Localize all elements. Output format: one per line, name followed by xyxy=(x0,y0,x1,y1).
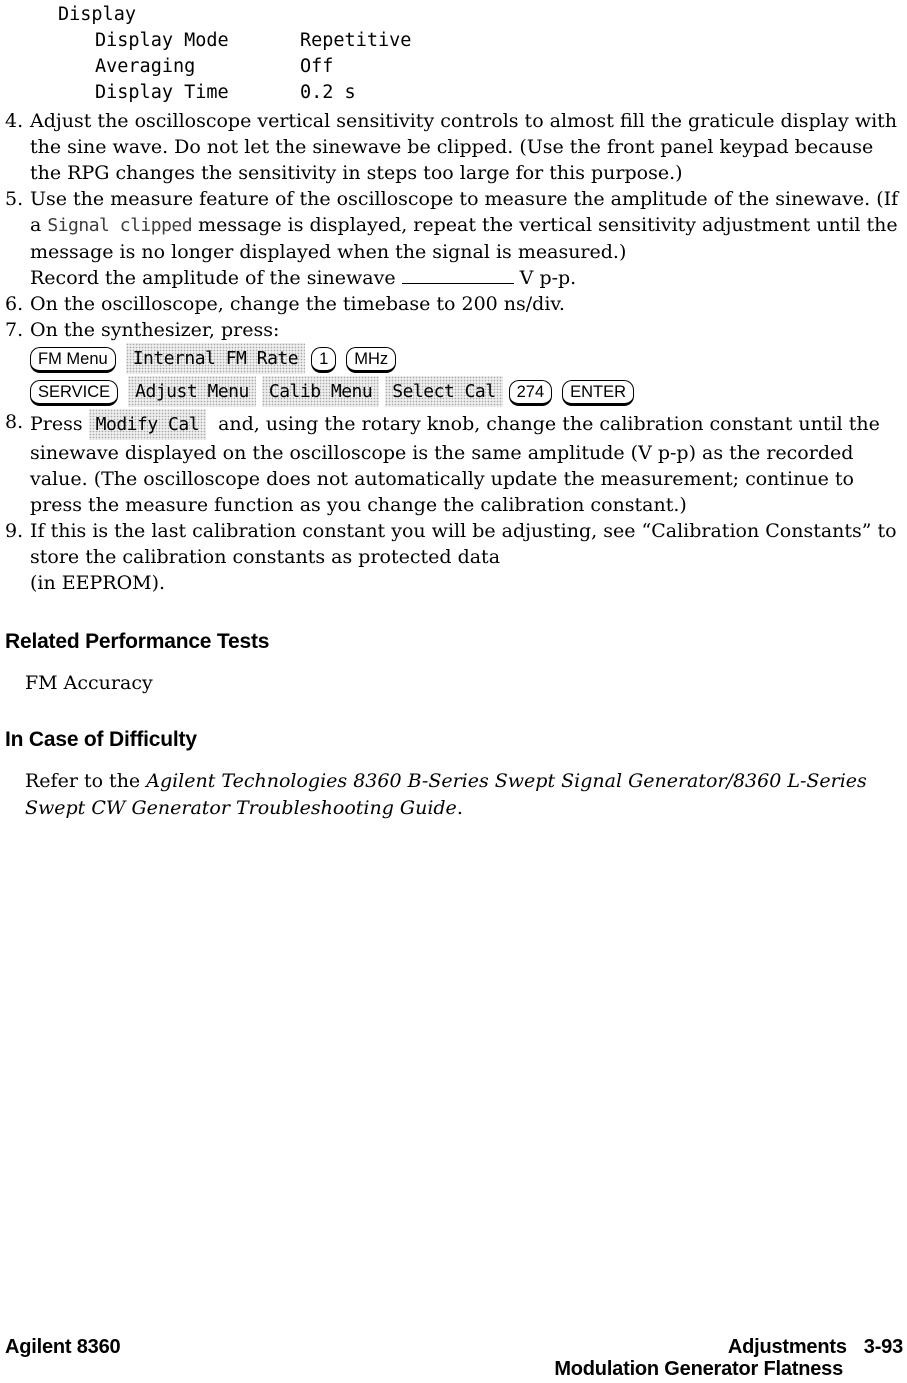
procedure-step xyxy=(5,409,903,518)
step-text: On the oscilloscope, change the timebase to 200 ns/div. xyxy=(30,293,565,315)
step-body xyxy=(30,317,903,409)
procedure-step xyxy=(5,317,903,409)
related-performance-test-item: FM Accuracy xyxy=(25,672,153,694)
front-panel-key: FM Menu xyxy=(30,347,116,373)
front-panel-key: SERVICE xyxy=(30,380,118,406)
difficulty-text-suffix: . xyxy=(456,797,463,819)
footer-page-number: 3-93 xyxy=(863,1336,903,1358)
softkey-label: Modify Cal xyxy=(89,409,206,440)
setting-line xyxy=(5,28,903,54)
procedure-step xyxy=(5,186,903,291)
front-panel-key: 274 xyxy=(509,380,553,406)
setting-label: Display Mode xyxy=(95,30,229,51)
difficulty-text-prefix: Refer to the xyxy=(25,770,147,792)
footer-chapter: Adjustments xyxy=(727,1336,847,1358)
step-number: 7. xyxy=(5,319,24,341)
procedure-step xyxy=(5,291,903,317)
step-text: Record the amplitude of the sinewave xyxy=(30,267,402,289)
difficulty-reference-text xyxy=(5,768,875,822)
step-text: (in EEPROM). xyxy=(30,572,166,594)
step-body xyxy=(30,409,903,518)
setting-label: Display Time xyxy=(95,82,229,103)
softkey-label: Select Cal xyxy=(385,376,502,407)
softkey-label: Adjust Menu xyxy=(128,376,256,407)
settings-block xyxy=(5,2,903,106)
footer-section-title: Modulation Generator Flatness xyxy=(554,1358,843,1380)
procedure-step xyxy=(5,108,903,186)
setting-value: Repetitive xyxy=(300,30,412,51)
page-footer xyxy=(5,1336,903,1380)
setting-value: 0.2 s xyxy=(300,82,356,103)
step-text: V p-p. xyxy=(513,267,577,289)
setting-label: Averaging xyxy=(95,56,196,77)
setting-value: Off xyxy=(300,56,334,77)
section-heading-related-performance-tests: Related Performance Tests xyxy=(5,630,270,653)
setting-line xyxy=(5,54,903,80)
step-body xyxy=(30,291,903,317)
front-panel-key: MHz xyxy=(346,347,396,373)
step-text: If this is the last calibration constant you will be adjusting, see “Calibration Constants” to store the calibration constants as protected data xyxy=(30,520,897,568)
procedure-step xyxy=(5,518,903,596)
referenced-guide-title: Agilent Technologies 8360 B-Series Swept Signal Generator/8360 L-Series Swept CW Generator Troubleshooting Guide xyxy=(25,770,867,819)
step-number: 4. xyxy=(5,110,24,132)
step-text: Use the measure feature of the oscilloscope to measure the amplitude of the sinewave. (If a xyxy=(30,188,899,236)
step-body xyxy=(30,186,903,291)
step-text: Press xyxy=(30,413,89,435)
setting-line xyxy=(5,80,903,106)
setting-line xyxy=(5,2,903,28)
step-text: On the synthesizer, press: xyxy=(30,319,280,341)
display-message-text: Signal clipped xyxy=(47,215,193,236)
step-text: and, using the rotary knob, change the calibration constant until the sinewave displayed on the oscilloscope is the same amplitude (V p-p) as the recorded value. (The oscilloscope does not automatically update the measurement; continue to press the measure function as you change the calibration constant.) xyxy=(30,413,880,516)
front-panel-key: ENTER xyxy=(562,380,634,406)
section-heading-in-case-of-difficulty: In Case of Difficulty xyxy=(5,728,197,751)
setting-label: Display xyxy=(58,4,136,25)
softkey-label: Internal FM Rate xyxy=(126,343,305,374)
fill-in-blank xyxy=(402,267,514,284)
step-text: message is displayed, repeat the vertical sensitivity adjustment until the message is no longer displayed when the signal is measured.) xyxy=(30,214,898,263)
step-number: 5. xyxy=(5,188,24,210)
step-number: 6. xyxy=(5,293,24,315)
step-number: 9. xyxy=(5,520,24,542)
footer-right-block xyxy=(554,1336,903,1380)
step-number: 8. xyxy=(5,411,24,433)
step-body xyxy=(30,108,903,186)
footer-model: Agilent 8360 xyxy=(5,1336,121,1358)
front-panel-key: 1 xyxy=(311,347,336,373)
softkey-label: Calib Menu xyxy=(262,376,379,407)
steps-list xyxy=(5,108,903,596)
step-text: Adjust the oscilloscope vertical sensitivity controls to almost fill the graticule display with the sine wave. Do not let the sinewave be clipped. (Use the front panel keypad because the RPG changes the sensitivity in steps too large for this purpose.) xyxy=(30,110,898,184)
step-body xyxy=(30,518,903,596)
section-in-case-of-difficulty xyxy=(5,728,903,822)
footer-chapter-line xyxy=(728,1336,903,1358)
section-related-performance-tests xyxy=(5,630,903,696)
